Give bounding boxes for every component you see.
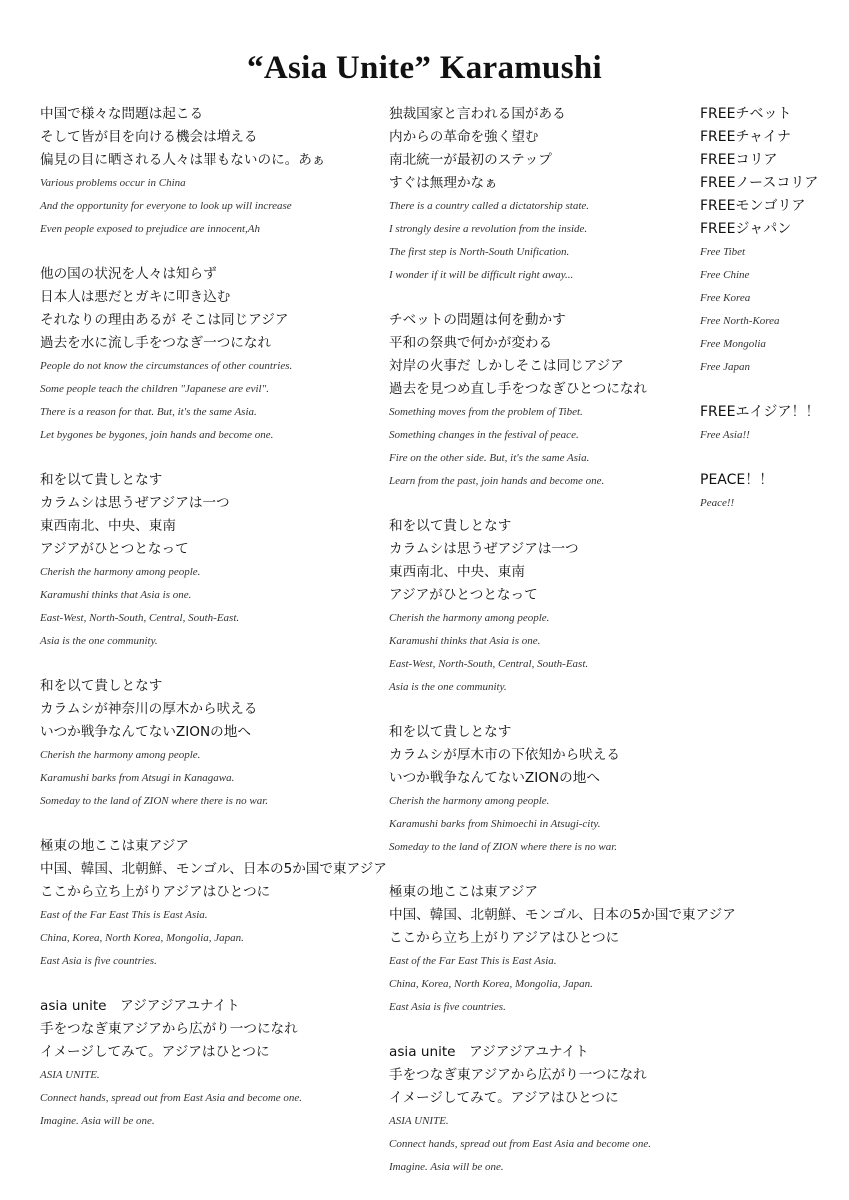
japanese-lyric-line: ここから立ち上がりアジアはひとつに	[389, 930, 620, 946]
english-translation-line: Someday to the land of ZION where there is no war.	[389, 841, 618, 853]
english-translation-line: East Asia is five countries.	[389, 1001, 506, 1013]
english-translation-line: Imagine. Asia will be one.	[389, 1161, 504, 1173]
japanese-lyric-line: アジアがひとつとなって	[40, 541, 189, 557]
japanese-lyric-line: 内からの革命を強く望む	[389, 129, 539, 145]
english-translation-line: Some people teach the children "Japanese are evil".	[40, 383, 269, 395]
japanese-lyric-line: いつか戦争なんてないZIONの地へ	[40, 724, 251, 740]
english-translation-line: Free North-Korea	[700, 315, 780, 327]
english-translation-line: Someday to the land of ZION where there is no war.	[40, 795, 269, 807]
japanese-lyric-line: FREEチベット	[700, 106, 792, 122]
english-translation-line: China, Korea, North Korea, Mongolia, Japan.	[40, 932, 244, 944]
english-translation-line: Free Asia!!	[700, 429, 750, 441]
japanese-lyric-line: 和を以て貴しとなす	[389, 724, 512, 740]
stanza	[40, 103, 385, 241]
stanza	[40, 675, 385, 813]
english-translation-line: Connect hands, spread out from East Asia and become one.	[40, 1092, 303, 1104]
japanese-lyric-line: 過去を見つめ直し手をつなぎひとつになれ	[389, 381, 648, 397]
english-translation-line: Cherish the harmony among people.	[389, 795, 550, 807]
japanese-lyric-line: 他の国の状況を人々は知らず	[40, 266, 217, 282]
stanza	[40, 469, 385, 653]
english-translation-line: Fire on the other side. But, it's the same Asia.	[389, 452, 590, 464]
english-translation-line: Karamushi thinks that Asia is one.	[389, 635, 541, 647]
english-translation-line: East-West, North-South, Central, South-East.	[389, 658, 589, 670]
japanese-lyric-line: asia unite アジアジアユナイト	[40, 998, 240, 1014]
japanese-lyric-line: 和を以て貴しとなす	[40, 472, 163, 488]
english-translation-line: Even people exposed to prejudice are innocent,Ah	[40, 223, 261, 235]
japanese-lyric-line: 極東の地ここは東アジア	[40, 838, 189, 854]
stanza	[389, 103, 694, 287]
english-translation-line: Karamushi barks from Atsugi in Kanagawa.	[40, 772, 235, 784]
japanese-lyric-line: イメージしてみて。アジアはひとつに	[389, 1090, 619, 1106]
japanese-lyric-line: FREEジャパン	[700, 221, 792, 237]
japanese-lyric-line: FREEモンゴリア	[700, 198, 806, 214]
japanese-lyric-line: FREEノースコリア	[700, 175, 819, 191]
japanese-lyric-line: すぐは無理かなぁ	[389, 175, 498, 191]
english-translation-line: People do not know the circumstances of other countries.	[40, 360, 293, 372]
english-translation-line: Let bygones be bygones, join hands and become one.	[40, 429, 274, 441]
japanese-lyric-line: 対岸の火事だ しかしそこは同じアジア	[389, 358, 624, 374]
english-translation-line: East-West, North-South, Central, South-East.	[40, 612, 240, 624]
japanese-lyric-line: 過去を水に流し手をつなぎ一つになれ	[40, 335, 272, 351]
english-translation-line: East of the Far East This is East Asia.	[40, 909, 208, 921]
japanese-lyric-line: カラムシが厚木市の下依知から吠える	[389, 747, 620, 763]
japanese-lyric-line: カラムシは思うぜアジアは一つ	[389, 541, 579, 557]
japanese-lyric-line: asia unite アジアジアユナイト	[389, 1044, 589, 1060]
english-translation-line: Free Tibet	[700, 246, 746, 258]
english-translation-line: I strongly desire a revolution from the inside.	[389, 223, 588, 235]
english-translation-line: Free Mongolia	[700, 338, 766, 350]
page-title: “Asia Unite” Karamushi	[247, 50, 602, 87]
english-translation-line: I wonder if it will be difficult right away...	[389, 269, 574, 281]
english-translation-line: Free Korea	[700, 292, 751, 304]
japanese-lyric-line: 極東の地ここは東アジア	[389, 884, 538, 900]
stanza	[700, 401, 845, 447]
stanza	[700, 103, 845, 379]
english-translation-line: There is a reason for that. But, it's the same Asia.	[40, 406, 257, 418]
stanza	[389, 515, 694, 699]
english-translation-line: Something moves from the problem of Tibet.	[389, 406, 583, 418]
english-translation-line: And the opportunity for everyone to look up will increase	[40, 200, 292, 212]
english-translation-line: Various problems occur in China	[40, 177, 186, 189]
english-translation-line: Learn from the past, join hands and become one.	[389, 475, 605, 487]
english-translation-line: Free Japan	[700, 361, 750, 373]
japanese-lyric-line: 日本人は悪だとガキに叩き込む	[40, 289, 231, 305]
english-translation-line: Cherish the harmony among people.	[40, 749, 201, 761]
japanese-lyric-line: 南北統一が最初のステップ	[389, 152, 552, 168]
english-translation-line: Asia is the one community.	[40, 635, 158, 647]
japanese-lyric-line: 中国で様々な問題は起こる	[40, 106, 204, 122]
japanese-lyric-line: それなりの理由あるが そこは同じアジア	[40, 312, 289, 328]
japanese-lyric-line: イメージしてみて。アジアはひとつに	[40, 1044, 270, 1060]
english-translation-line: Free Chine	[700, 269, 750, 281]
english-translation-line: East Asia is five countries.	[40, 955, 157, 967]
stanza	[700, 469, 845, 515]
stanza	[40, 263, 385, 447]
japanese-lyric-line: 東西南北、中央、東南	[40, 518, 176, 534]
english-translation-line: There is a country called a dictatorship state.	[389, 200, 590, 212]
japanese-lyric-line: PEACE！！	[700, 472, 774, 488]
english-translation-line: Peace!!	[700, 497, 735, 509]
japanese-lyric-line: 平和の祭典で何かが変わる	[389, 335, 553, 351]
japanese-lyric-line: 中国、韓国、北朝鮮、モンゴル、日本の5か国で東アジア	[40, 861, 387, 877]
stanza	[389, 1041, 694, 1179]
japanese-lyric-line: ここから立ち上がりアジアはひとつに	[40, 884, 271, 900]
english-translation-line: East of the Far East This is East Asia.	[389, 955, 557, 967]
english-translation-line: Cherish the harmony among people.	[389, 612, 550, 624]
japanese-lyric-line: カラムシが神奈川の厚木から吠える	[40, 701, 258, 717]
stanza	[389, 881, 736, 1019]
english-translation-line: China, Korea, North Korea, Mongolia, Japan.	[389, 978, 593, 990]
lyrics-column-right	[700, 103, 845, 515]
japanese-lyric-line: 和を以て貴しとなす	[389, 518, 512, 534]
stanza	[389, 721, 694, 859]
japanese-lyric-line: 東西南北、中央、東南	[389, 564, 525, 580]
japanese-lyric-line: FREEエイジア！！	[700, 404, 820, 420]
english-translation-line: Cherish the harmony among people.	[40, 566, 201, 578]
english-translation-line: ASIA UNITE.	[389, 1115, 449, 1127]
stanza	[40, 835, 385, 973]
english-translation-line: Something changes in the festival of peace.	[389, 429, 579, 441]
stanza	[40, 995, 385, 1133]
english-translation-line: Karamushi barks from Shimoechi in Atsugi-city.	[389, 818, 601, 830]
japanese-lyric-line: チベットの問題は何を動かす	[389, 312, 566, 328]
japanese-lyric-line: FREEチャイナ	[700, 129, 792, 145]
japanese-lyric-line: 手をつなぎ東アジアから広がり一つになれ	[40, 1021, 298, 1037]
japanese-lyric-line: FREEコリア	[700, 152, 778, 168]
english-translation-line: The first step is North-South Unification.	[389, 246, 570, 258]
english-translation-line: Imagine. Asia will be one.	[40, 1115, 155, 1127]
japanese-lyric-line: アジアがひとつとなって	[389, 587, 538, 603]
japanese-lyric-line: いつか戦争なんてないZIONの地へ	[389, 770, 600, 786]
japanese-lyric-line: 和を以て貴しとなす	[40, 678, 163, 694]
japanese-lyric-line: 独裁国家と言われる国がある	[389, 106, 566, 122]
english-translation-line: Karamushi thinks that Asia is one.	[40, 589, 192, 601]
english-translation-line: Connect hands, spread out from East Asia and become one.	[389, 1138, 652, 1150]
japanese-lyric-line: 手をつなぎ東アジアから広がり一つになれ	[389, 1067, 647, 1083]
stanza	[389, 309, 694, 493]
japanese-lyric-line: 偏見の目に晒される人々は罪もないのに。あぁ	[40, 152, 326, 168]
japanese-lyric-line: 中国、韓国、北朝鮮、モンゴル、日本の5か国で東アジア	[389, 907, 736, 923]
lyrics-column-left	[40, 103, 385, 1133]
japanese-lyric-line: そして皆が目を向ける機会は増える	[40, 129, 258, 145]
english-translation-line: ASIA UNITE.	[40, 1069, 100, 1081]
japanese-lyric-line: カラムシは思うぜアジアは一つ	[40, 495, 230, 511]
english-translation-line: Asia is the one community.	[389, 681, 507, 693]
